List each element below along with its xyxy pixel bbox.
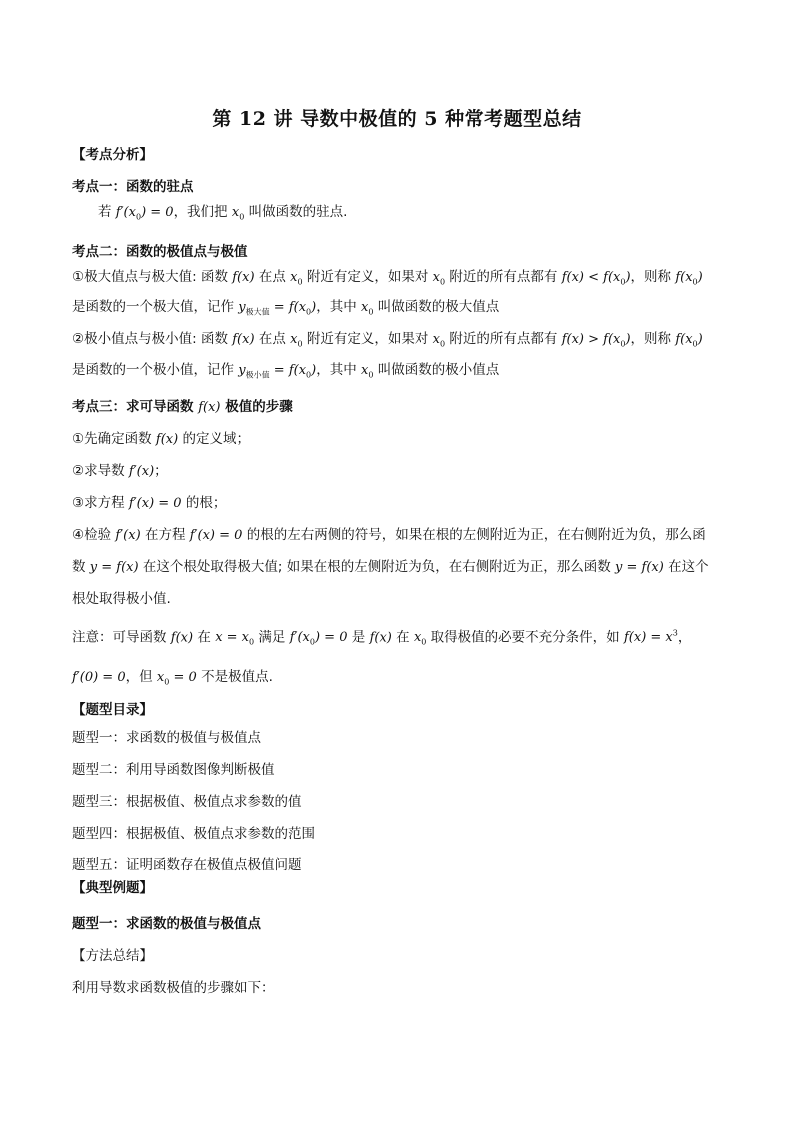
- catalog-item-1: 题型一：求函数的极值与极值点: [72, 730, 261, 746]
- analysis-header: 【考点分析】: [72, 147, 153, 163]
- kp3-step4-line3: 根处取得极小值.: [72, 591, 171, 607]
- text: 若: [98, 204, 116, 220]
- kp2-min-line1: ②极小值点与极小值: 函数 f(x) 在点 $x_0$ 附近有定义，如果对 $x_0$ 附近的所有点都有 $f(x) > f(x_0)$，则称 $f(x_0)$: [72, 331, 703, 349]
- kp3-step2: ②求导数 f′(x)；: [72, 463, 168, 479]
- kp2-max-line2: 是函数的一个极大值，记作 $y_{极大值} = f(x_0)$，其中 $x_0$ 叫做函数的极大值点: [72, 299, 500, 317]
- kp3-step3: ③求方程 f′(x) = 0 的根；: [72, 495, 227, 511]
- kp2-heading: 考点二：函数的极值点与极值: [72, 244, 248, 260]
- kp2-min-line2: 是函数的一个极小值，记作 $y_{极小值} = f(x_0)$，其中 $x_0$ 叫做函数的极小值点: [72, 362, 500, 380]
- kp3-note-line1: 注意：可导函数 f(x) 在 $x = x_0$ 满足 $f'(x_0) = 0$ 是 f(x) 在 $x_0$ 取得极值的必要不充分条件，如 $f(x) = x^3$，: [72, 629, 692, 647]
- kp2-max-line1: ①极大值点与极大值: 函数 f(x) 在点 $x_0$ 附近有定义，如果对 $x_0$ 附近的所有点都有 $f(x) < f(x_0)$，则称 $f(x_0)$: [72, 269, 703, 287]
- catalog-item-5: 题型五：证明函数存在极值点极值问题: [72, 857, 302, 873]
- kp3-step4-line1: ④检验 f′(x) 在方程 f′(x) = 0 的根的左右两侧的符号，如果在根的左侧附近为正，在右侧附近为负，那么函: [72, 527, 706, 543]
- math: $x_0$: [231, 205, 245, 222]
- math: $f'(x_0) = 0$: [115, 205, 174, 222]
- kp1-text: [98, 203, 347, 227]
- kp3-step4-line2: 数 y = f(x) 在这个根处取得极大值; 如果在根的左侧附近为负，在右侧附近为正，那么函数 y = f(x) 在这个: [72, 559, 709, 575]
- page-title: 第 12 讲 导数中极值的 5 种常考题型总结: [212, 108, 582, 130]
- kp3-step1: ①先确定函数 f(x) 的定义域；: [72, 431, 250, 447]
- catalog-item-3: 题型三：根据极值、极值点求参数的值: [72, 794, 302, 810]
- kp1-heading: 考点一：函数的驻点: [72, 179, 194, 195]
- example-type1-heading: 题型一：求函数的极值与极值点: [72, 916, 261, 932]
- catalog-item-4: 题型四：根据极值、极值点求参数的范围: [72, 826, 315, 842]
- catalog-item-2: 题型二：利用导函数图像判断极值: [72, 762, 275, 778]
- method-text: 利用导数求函数极值的步骤如下：: [72, 980, 275, 996]
- text: ，我们把: [173, 204, 232, 220]
- kp3-heading: 考点三：求可导函数 f(x) 极值的步骤: [72, 399, 293, 415]
- catalog-header: 【题型目录】: [72, 702, 153, 718]
- text: 叫做函数的驻点.: [244, 204, 348, 220]
- examples-header: 【典型例题】: [72, 880, 153, 896]
- kp3-note-line2: f′(0) = 0，但 $x_0 = 0$ 不是极值点.: [72, 669, 273, 687]
- method-header: 【方法总结】: [72, 948, 153, 964]
